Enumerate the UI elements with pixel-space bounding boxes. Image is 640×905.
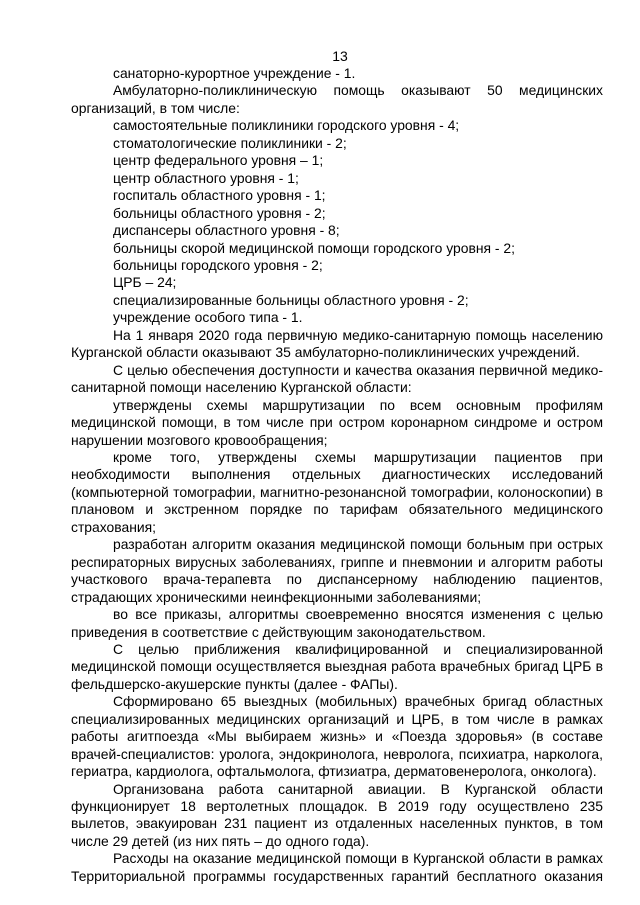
page-number: 13 bbox=[332, 48, 348, 64]
paragraph: Сформировано 65 выездных (мобильных) врачебных бригад областных специализированных медицинских организаций и ЦРБ, в том числе в рамках работы агитпоезда «Мы выбираем жизнь» и «Поезда здоровья» (в составе врачей-специалистов: уролога, эндокринолога, невролога, психиатра, нарколога, гериатра, кардиолога, офтальмолога, фтизиатра, дерматовенеролога, онколога). bbox=[71, 693, 603, 780]
list-item: санаторно-курортное учреждение - 1. bbox=[113, 65, 356, 81]
paragraph: На 1 января 2020 года первичную медико-санитарную помощь населению Курганской области оказывают 35 амбулаторно-поликлинических учреждений. bbox=[71, 326, 603, 361]
list-item: стоматологические поликлиники - 2; bbox=[113, 134, 347, 151]
paragraph: С целью обеспечения доступности и качества оказания первичной медико-санитарной помощи населению Курганской области: bbox=[71, 361, 603, 396]
paragraph: Амбулаторно-поликлиническую помощь оказывают 50 медицинских организаций, в том числе: bbox=[71, 82, 603, 116]
list-item: госпиталь областного уровня - 1; bbox=[113, 187, 326, 204]
list-item: учреждение особого типа - 1. bbox=[113, 309, 303, 326]
paragraph: во все приказы, алгоритмы своевременно вносятся изменения с целью приведения в соответствие с действующим законодательством. bbox=[71, 606, 603, 640]
paragraph: кроме того, утверждены схемы маршрутизации пациентов при необходимости выполнения отдельных диагностических исследований (компьютерной томографии, магнитно-резонансной томографии, колоноскопии) в плановом и экстренном порядке по тарифам обязательного медицинского страхования; bbox=[71, 448, 603, 535]
paragraph: разработан алгоритм оказания медицинской помощи больным при острых респираторных вирусных заболеваниях, гриппе и пневмонии и алгоритм работы участкового врача-терапевта по диспансерному наблюдению пациентов, страдающих хроническими неинфекционными заболеваниями; bbox=[71, 536, 603, 605]
body-text bbox=[71, 65, 603, 885]
list-item: центр областного уровня - 1; bbox=[113, 169, 299, 186]
list-item: больницы областного уровня - 2; bbox=[113, 204, 326, 221]
list-item: диспансеры областного уровня - 8; bbox=[113, 222, 340, 239]
list-item: самостоятельные поликлиники городского уровня - 4; bbox=[113, 117, 460, 134]
list-item: больницы городского уровня - 2; bbox=[113, 256, 323, 273]
paragraph: Расходы на оказание медицинской помощи в Курганской области в рамках Территориальной программы государственных гарантий бесплатного оказания bbox=[71, 850, 603, 884]
list-item: ЦРБ – 24; bbox=[113, 274, 177, 291]
list-item: специализированные больницы областного уровня - 2; bbox=[113, 291, 469, 308]
paragraph: Организована работа санитарной авиации. В Курганской области функционирует 18 вертолетных площадок. В 2019 году осуществлено 235 вылетов, эвакуирован 231 пациент из отдаленных населенных пунктов, в том числе 29 детей (из них пять – до одного года). bbox=[71, 780, 603, 849]
list-item: больницы скорой медицинской помощи городского уровня - 2; bbox=[113, 239, 515, 256]
paragraph: утверждены схемы маршрутизации по всем основным профилям медицинской помощи, в том числе при остром коронарном синдроме и остром нарушении мозгового кровообращения; bbox=[71, 396, 603, 448]
paragraph: С целью приближения квалифицированной и специализированной медицинской помощи осуществляется выездная работа врачебных бригад ЦРБ в фельдшерско-акушерские пункты (далее - ФАПы). bbox=[71, 640, 603, 692]
list-item: центр федерального уровня – 1; bbox=[113, 152, 324, 169]
